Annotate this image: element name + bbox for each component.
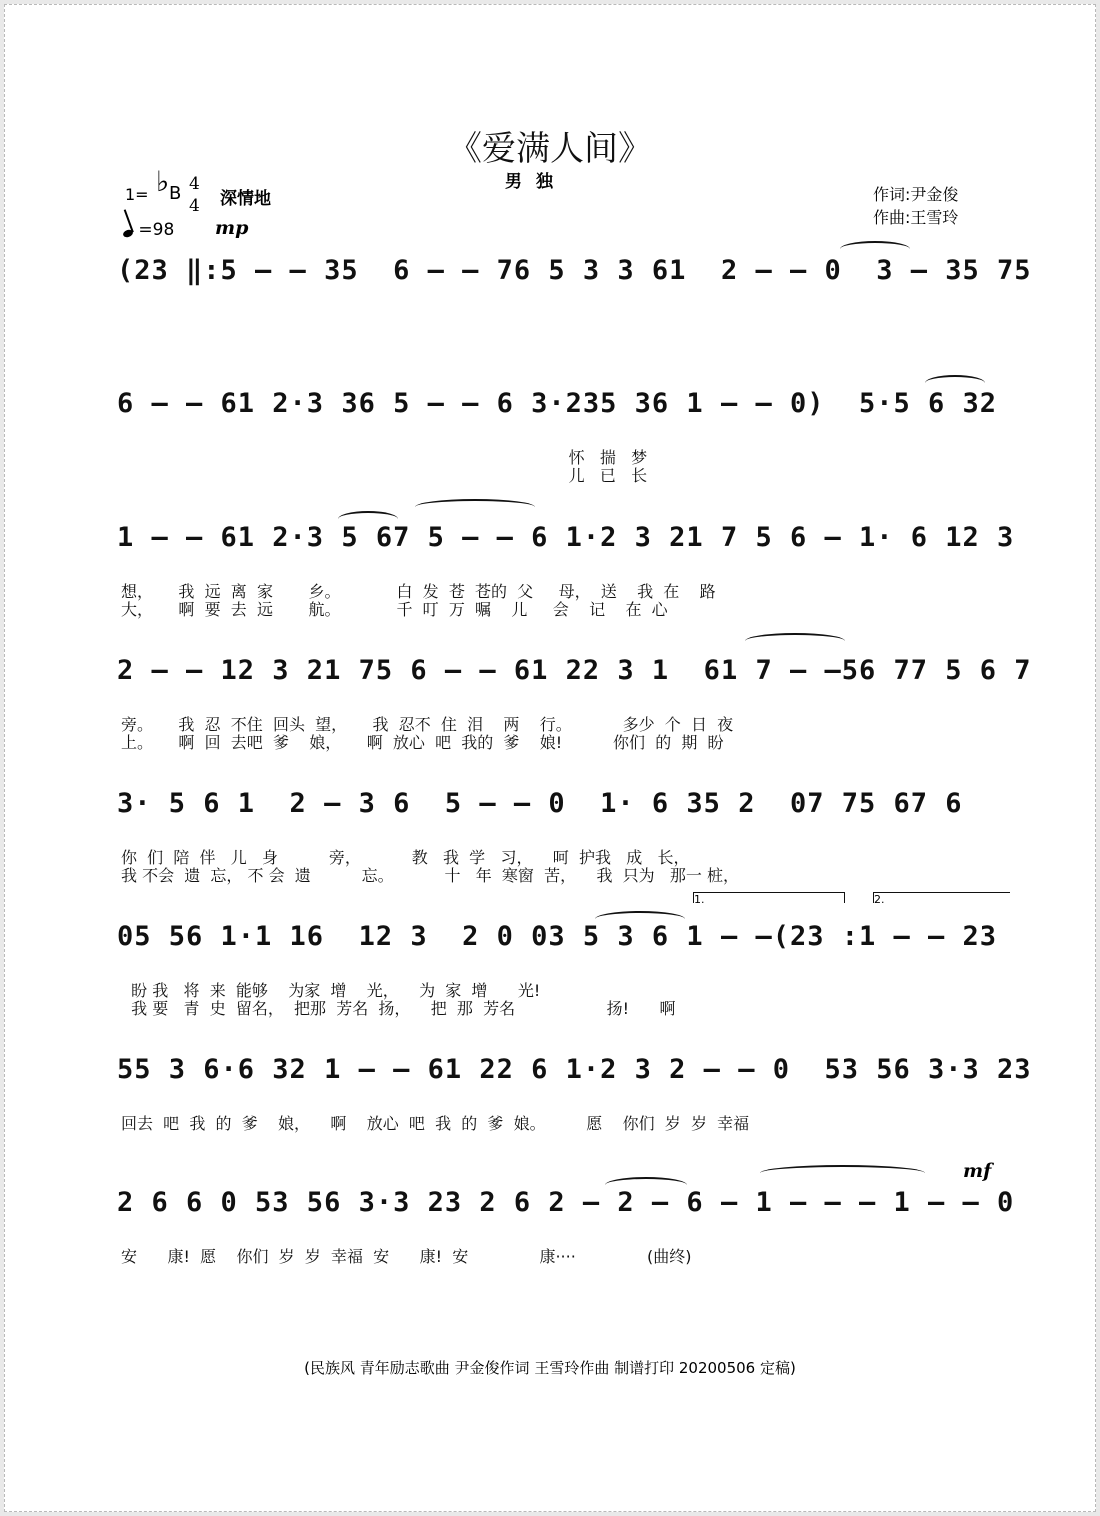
quarter-note-icon xyxy=(122,229,134,239)
lyric-line-8a: 安 康! 愿 你们 岁 岁 幸福 安 康! 安 康···· (曲终) xyxy=(121,1247,692,1266)
slur xyxy=(840,241,910,257)
slur xyxy=(338,511,398,527)
song-title: 《爱满人间》 xyxy=(448,129,652,169)
lyric-line-6a: 盼 我 将 来 能够 为家 增 光， 为 家 增 光! xyxy=(121,981,541,1000)
lyric-line-7a: 回去 吧 我 的 爹 娘， 啊 放心 吧 我 的 爹 娘。 愿 你们 岁 岁 幸福 xyxy=(121,1114,750,1133)
lyric-line-6b: 我 要 青 史 留名， 把那 芳名 扬， 把 那 芳名 扬! 啊 xyxy=(121,999,676,1018)
time-signature xyxy=(189,173,200,217)
lyric-line-4a: 旁。 我 忍 不住 回头 望， 我 忍不 住 泪 两 行。 多少 个 日 夜 xyxy=(121,715,734,734)
dynamic-mp: mp xyxy=(215,217,249,239)
volta-2 xyxy=(873,892,1010,906)
volta-1-label: 1. xyxy=(694,893,705,906)
composer: 作曲:王雪玲 xyxy=(873,208,959,227)
tempo-value: =98 xyxy=(138,220,175,240)
notation-line-6: 05 56 1·1 16 12 3 2 0 03 5 3 6 1 – –(23 :1 – – 23 xyxy=(117,921,998,952)
lyricist: 作词:尹金俊 xyxy=(873,185,959,204)
notation-line-3: 1 – – 61 2·3 5 67 5 – – 6 1·2 3 21 7 5 6 – 1· 6 12 3 xyxy=(117,522,1015,553)
time-top: 4 xyxy=(189,174,200,194)
lyric-line-3b: 大， 啊 要 去 远 航。 千 叮 万 嘱 儿 会 记 在 心 xyxy=(121,600,668,619)
slur xyxy=(605,1177,687,1193)
key-note: B xyxy=(169,183,182,204)
notation-line-1: (23 ‖:5 – – 35 6 – – 76 5 3 3 61 2 – – 0 3 – 35 75 xyxy=(117,255,1032,286)
volta-2-label: 2. xyxy=(874,893,885,906)
notation-line-7: 55 3 6·6 32 1 – – 61 22 6 1·2 3 2 – – 0 53 56 3·3 23 xyxy=(117,1054,1032,1085)
song-subtitle: 男独 xyxy=(505,172,567,192)
lyric-line-2b: 儿 已 长 xyxy=(121,466,648,485)
footer-note: (民族风 青年励志歌曲 尹金俊作词 王雪玲作曲 制谱打印 20200506 定稿) xyxy=(304,1359,796,1377)
score-page xyxy=(4,4,1096,1512)
lyric-line-5a: 你 们 陪 伴 儿 身 旁， 教 我 学 习， 呵 护我 成 长， xyxy=(121,848,690,867)
slur xyxy=(925,375,985,391)
slur xyxy=(595,911,685,927)
lyric-line-5b: 我 不会 遗 忘， 不 会 遗 忘。 十 年 寒窗 苦， 我 只为 那一 桩， xyxy=(121,866,739,885)
flat-icon: ♭ xyxy=(156,165,170,198)
key-prefix: 1= xyxy=(125,185,149,204)
dynamic-mf: mf xyxy=(963,1160,992,1182)
slur xyxy=(415,499,535,515)
tempo-mark xyxy=(123,220,174,240)
slur xyxy=(760,1165,925,1181)
lyric-line-2a: 怀 揣 梦 xyxy=(121,448,648,467)
notation-line-2: 6 – – 61 2·3 36 5 – – 6 3·235 36 1 – – 0) 5·5 6 32 xyxy=(117,388,998,419)
credits xyxy=(873,183,958,229)
notation-line-5: 3· 5 6 1 2 – 3 6 5 – – 0 1· 6 35 2 07 75 67 6 xyxy=(117,788,963,819)
lyric-line-3a: 想， 我 远 离 家 乡。 白 发 苍 苍的 父 母， 送 我 在 路 xyxy=(121,582,716,601)
expression-mark: 深情地 xyxy=(220,189,271,209)
lyric-line-4b: 上。 啊 回 去吧 爹 娘， 啊 放心 吧 我的 爹 娘! 你们 的 期 盼 xyxy=(121,733,724,752)
notation-line-8: 2 6 6 0 53 56 3·3 23 2 6 2 – 2 – 6 – 1 – – – 1 – – 0 xyxy=(117,1187,1015,1218)
volta-1 xyxy=(693,892,845,906)
notation-line-4: 2 – – 12 3 21 75 6 – – 61 22 3 1 61 7 – –56 77 5 6 7 xyxy=(117,655,1032,686)
slur xyxy=(745,633,845,649)
time-bottom: 4 xyxy=(189,196,200,216)
